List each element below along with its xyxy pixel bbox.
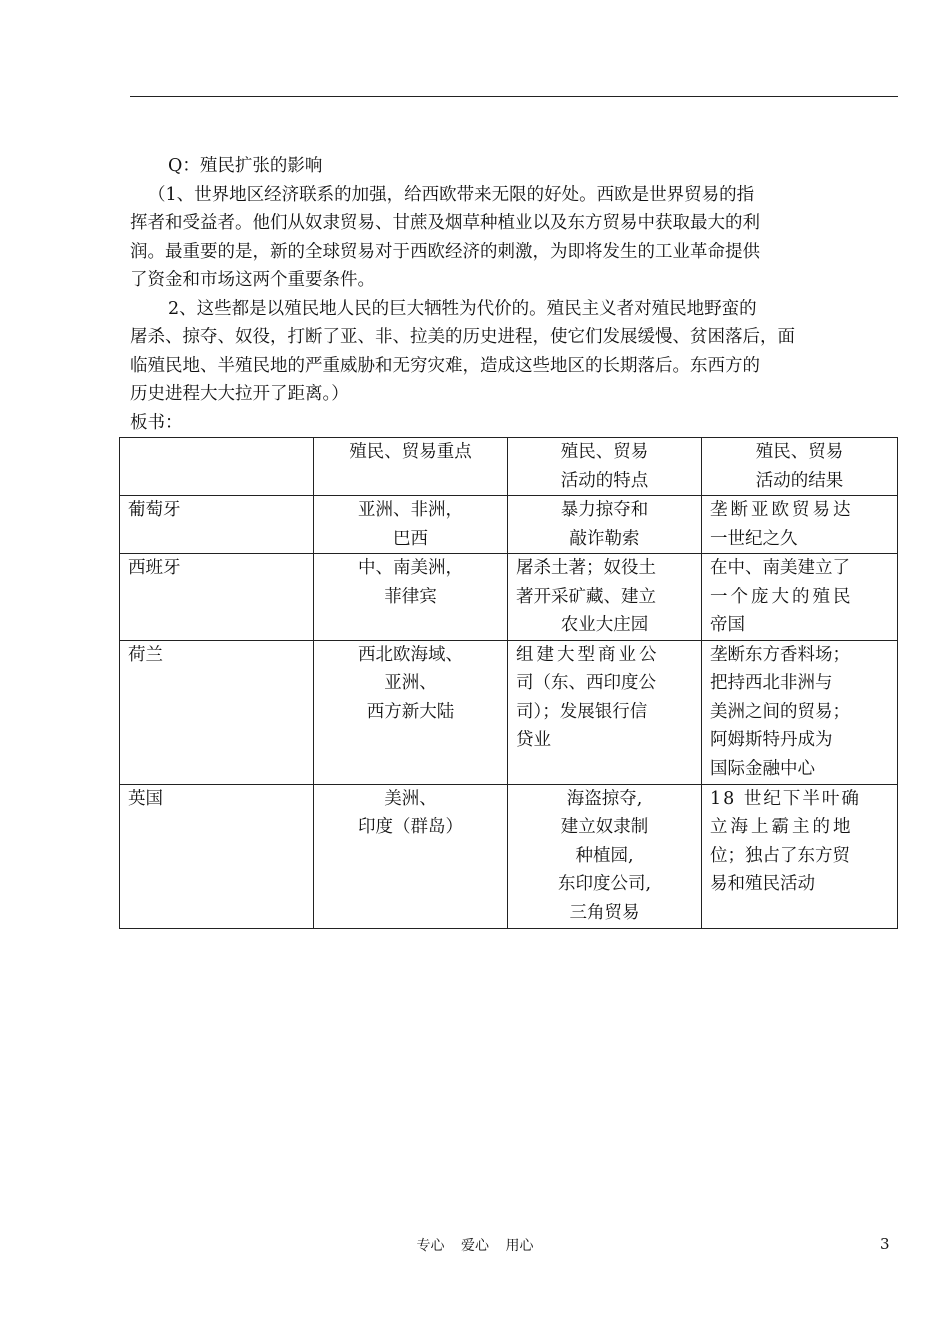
features-cell bbox=[508, 784, 702, 928]
cell-line: 亚洲、 bbox=[384, 673, 437, 693]
para1-line: 挥者和受益者。他们从奴隶贸易、甘蔗及烟草种植业以及东方贸易中获取最大的利 bbox=[130, 213, 760, 233]
header-text: 活动的特点 bbox=[560, 470, 649, 491]
header-text: 殖民、贸易 bbox=[560, 442, 649, 462]
para1-line: 了资金和市场这两个重要条件。 bbox=[130, 270, 375, 290]
cell-line: 印度（群岛） bbox=[358, 817, 463, 837]
country-cell: 英国 bbox=[120, 784, 314, 928]
header-cell-features bbox=[508, 438, 702, 496]
summary-table bbox=[119, 437, 898, 929]
cell-line: 美洲、 bbox=[384, 788, 437, 809]
para2-line: 临殖民地、半殖民地的严重威胁和无穷灾难，造成这些地区的长期落后。东西方的 bbox=[130, 355, 760, 376]
cell-line: 敲诈勒索 bbox=[569, 528, 640, 549]
cell-line: 把持西北非洲与 bbox=[710, 673, 833, 693]
cell-line: 西北欧海域、 bbox=[358, 644, 463, 665]
header-text: 殖民、贸易 bbox=[755, 442, 844, 462]
focus-cell bbox=[314, 784, 508, 928]
country-cell: 荷兰 bbox=[120, 640, 314, 784]
cell-line: 中、南美洲， bbox=[358, 558, 463, 578]
results-cell bbox=[702, 554, 898, 641]
table-row bbox=[120, 640, 898, 784]
results-cell bbox=[702, 640, 898, 784]
page-number: 3 bbox=[880, 1235, 890, 1253]
cell-line: 垄断亚欧贸易达 bbox=[710, 500, 854, 520]
cell-line: 亚洲、非洲， bbox=[358, 500, 463, 520]
main-content bbox=[130, 152, 898, 437]
focus-cell bbox=[314, 640, 508, 784]
cell-line: 帝国 bbox=[710, 615, 745, 635]
features-cell bbox=[508, 554, 702, 641]
table-row bbox=[120, 554, 898, 641]
footer-item: 用心 bbox=[505, 1238, 534, 1254]
cell-line: 著开采矿藏、建立 bbox=[516, 586, 656, 607]
cell-line: 暴力掠夺和 bbox=[560, 500, 649, 520]
table-row bbox=[120, 496, 898, 554]
question-heading: Q：殖民扩张的影响 bbox=[168, 156, 323, 176]
cell-line: 三角贸易 bbox=[569, 902, 640, 923]
focus-cell bbox=[314, 554, 508, 641]
table-header-row bbox=[120, 438, 898, 496]
cell-line: 阿姆斯特丹成为 bbox=[710, 730, 833, 750]
features-cell bbox=[508, 640, 702, 784]
footer-item: 专心 bbox=[416, 1238, 445, 1254]
cell-line: 农业大庄园 bbox=[560, 615, 649, 635]
header-cell-focus bbox=[314, 438, 508, 496]
cell-line: 位；独占了东方贸 bbox=[710, 845, 850, 866]
cell-line: 屠杀土著；奴役土 bbox=[516, 558, 656, 578]
cell-line: 易和殖民活动 bbox=[710, 874, 815, 894]
cell-line: 建立奴隶制 bbox=[560, 817, 649, 837]
country-cell: 西班牙 bbox=[120, 554, 314, 641]
cell-line: 国际金融中心 bbox=[710, 758, 815, 779]
para1-line: 润。最重要的是，新的全球贸易对于西欧经济的刺激，为即将发生的工业革命提供 bbox=[130, 241, 760, 262]
cell-line: 一个庞大的殖民 bbox=[710, 586, 854, 607]
paragraph-2 bbox=[130, 295, 898, 409]
cell-line: 18 世纪下半叶确 bbox=[710, 788, 861, 809]
features-cell bbox=[508, 496, 702, 554]
results-cell bbox=[702, 496, 898, 554]
cell-line: 垄断东方香料场； bbox=[710, 644, 850, 665]
cell-line: 组建大型商业公 bbox=[516, 644, 660, 665]
table-row bbox=[120, 784, 898, 928]
para2-line: 2、这些都是以殖民地人民的巨大牺牲为代价的。殖民主义者对殖民地野蛮的 bbox=[168, 298, 757, 319]
focus-cell bbox=[314, 496, 508, 554]
cell-line: 立海上霸主的地 bbox=[710, 817, 854, 837]
cell-line: 东印度公司, bbox=[557, 874, 652, 894]
header-rule bbox=[130, 96, 898, 97]
cell-line: 种植园, bbox=[575, 845, 634, 866]
cell-line: 美洲之间的贸易； bbox=[710, 701, 850, 722]
cell-line: 一世纪之久 bbox=[710, 528, 798, 549]
cell-line: 菲律宾 bbox=[384, 586, 437, 607]
cell-line: 西方新大陆 bbox=[366, 701, 455, 722]
board-label: 板书： bbox=[130, 412, 183, 433]
paragraph-1 bbox=[130, 181, 898, 295]
header-text: 殖民、贸易重点 bbox=[349, 442, 472, 462]
header-text: 活动的结果 bbox=[755, 470, 844, 491]
cell-line: 巴西 bbox=[393, 528, 428, 549]
cell-line: 司）；发展银行信 bbox=[516, 701, 648, 722]
header-cell-empty bbox=[120, 438, 314, 496]
footer-item: 爱心 bbox=[461, 1238, 489, 1254]
cell-line: 在中、南美建立了 bbox=[710, 558, 850, 578]
country-cell: 葡萄牙 bbox=[120, 496, 314, 554]
cell-line: 海盗掠夺, bbox=[566, 788, 643, 809]
para2-line: 屠杀、掠夺、奴役，打断了亚、非、拉美的历史进程，使它们发展缓慢、贫困落后，面 bbox=[130, 327, 795, 347]
results-cell bbox=[702, 784, 898, 928]
cell-line: 司（东、西印度公 bbox=[516, 673, 656, 693]
cell-line: 贷业 bbox=[516, 730, 551, 750]
para1-line: （1、世界地区经济联系的加强，给西欧带来无限的好处。西欧是世界贸易的指 bbox=[148, 184, 755, 205]
page-footer bbox=[0, 1235, 950, 1255]
header-cell-results bbox=[702, 438, 898, 496]
para2-line: 历史进程大大拉开了距离。） bbox=[130, 384, 349, 404]
